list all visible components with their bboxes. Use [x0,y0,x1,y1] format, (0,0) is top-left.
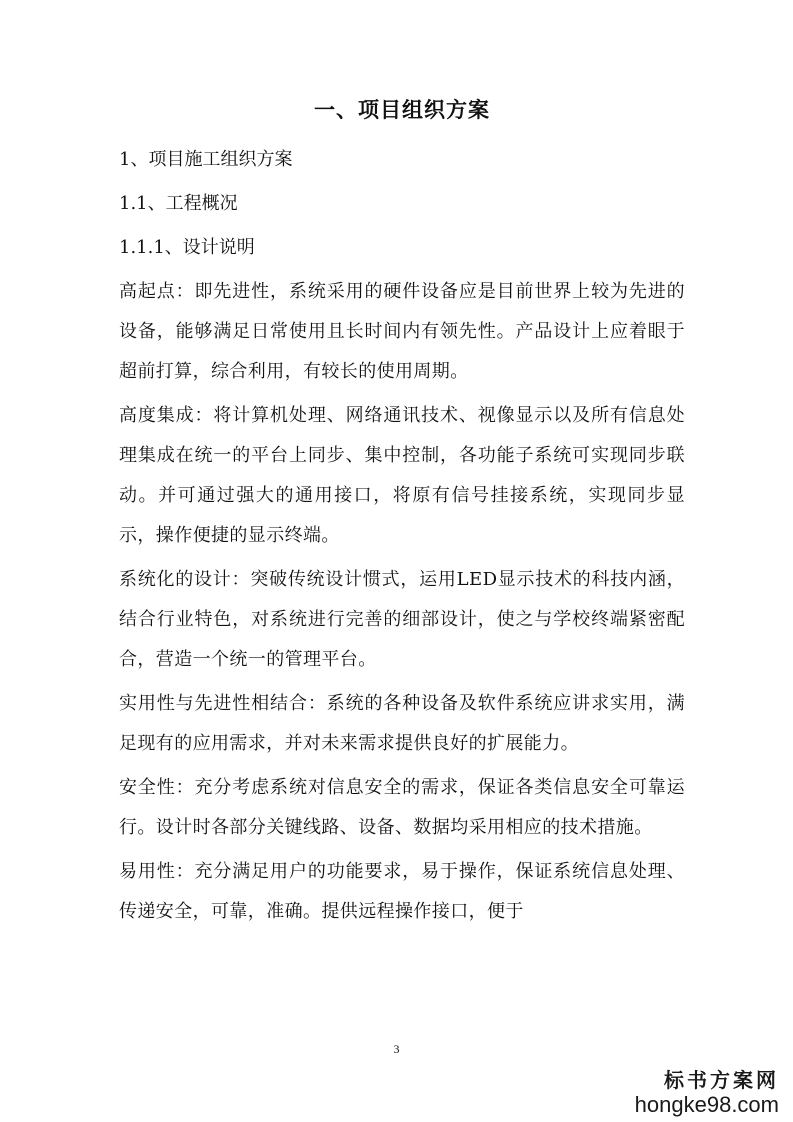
document-body [119,90,685,936]
watermark-url: hongke98.com [634,1092,779,1117]
page-number: 3 [393,1042,400,1056]
watermark-logo [629,1068,779,1118]
watermark-brand: 标书方案网 [664,1068,779,1092]
page-title: 一、项目组织方案 [314,97,490,122]
heading-level-1: 1、项目施工组织方案 [119,149,293,170]
paragraph-practicality: 实用性与先进性相结合：系统的各种设备及软件系统应讲求实用，满足现有的应用需求，并对未来需求提供良好的扩展能力。 [119,693,685,754]
paragraph-high-start: 高起点：即先进性，系统采用的硬件设备应是目前世界上较为先进的设备，能够满足日常使用且长时间内有领先性。产品设计上应着眼于超前打算，综合利用，有较长的使用周期。 [119,281,685,382]
paragraph-systematic-design: 系统化的设计：突破传统设计惯式，运用LED显示技术的科技内涵，结合行业特色，对系统进行完善的细部设计，使之与学校终端紧密配合，营造一个统一的管理平台。 [119,569,685,670]
paragraph-high-integration: 高度集成：将计算机处理、网络通讯技术、视像显示以及所有信息处理集成在统一的平台上同步、集中控制，各功能子系统可实现同步联动。并可通过强大的通用接口，将原有信号挂接系统，实现同步显示，操作便捷的显示终端。 [119,405,685,546]
heading-level-3: 1.1.1、设计说明 [119,237,255,258]
paragraph-usability: 易用性：充分满足用户的功能要求，易于操作，保证系统信息处理、传递安全，可靠，准确。提供远程操作接口，便于 [119,861,685,922]
heading-level-2: 1.1、工程概况 [119,193,238,214]
paragraph-security: 安全性：充分考虑系统对信息安全的需求，保证各类信息安全可靠运行。设计时各部分关键线路、设备、数据均采用相应的技术措施。 [119,777,685,838]
